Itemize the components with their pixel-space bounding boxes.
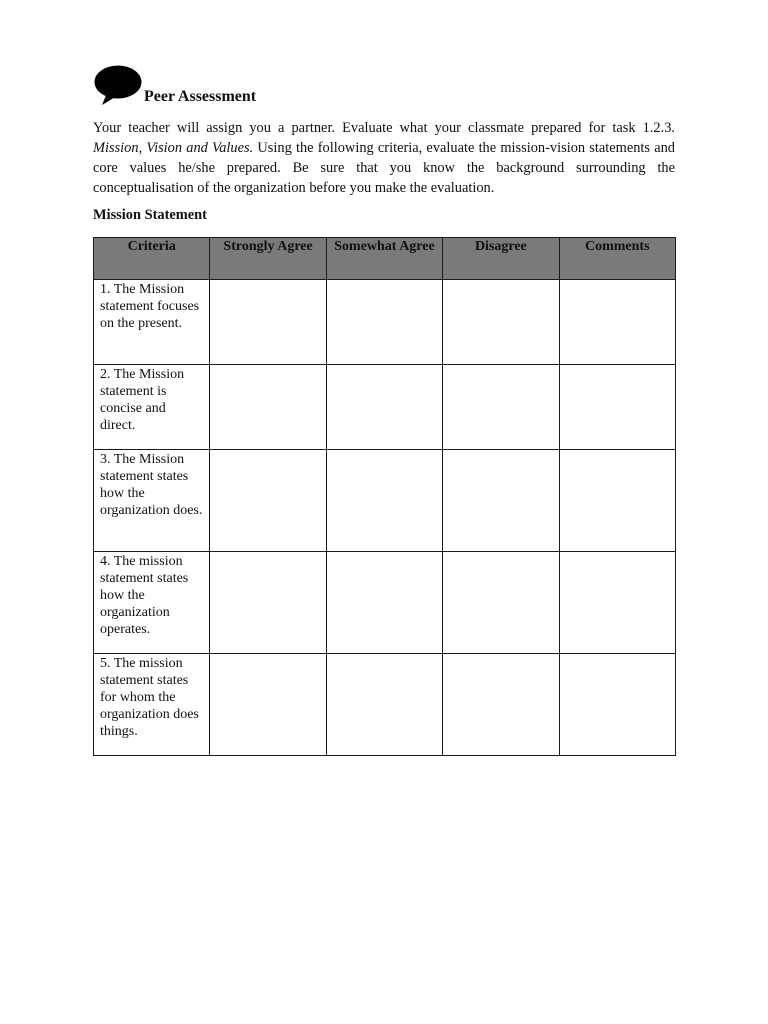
strongly-agree-cell[interactable] [210, 552, 326, 654]
somewhat-agree-cell[interactable] [326, 654, 442, 756]
evaluation-table [93, 237, 676, 756]
header-somewhat-agree: Somewhat Agree [326, 238, 442, 280]
disagree-cell[interactable] [443, 280, 559, 365]
strongly-agree-cell[interactable] [210, 280, 326, 365]
header-comments: Comments [559, 238, 675, 280]
criteria-cell: 4. The mission statement states how the organization operates. [94, 552, 210, 654]
criteria-cell: 3. The Mission statement states how the organization does. [94, 450, 210, 552]
heading-row [93, 64, 693, 108]
criteria-cell: 2. The Mission statement is concise and direct. [94, 365, 210, 450]
somewhat-agree-cell[interactable] [326, 450, 442, 552]
header-strongly-agree: Strongly Agree [210, 238, 326, 280]
comments-cell[interactable] [559, 654, 675, 756]
comments-cell[interactable] [559, 365, 675, 450]
disagree-cell[interactable] [443, 365, 559, 450]
somewhat-agree-cell[interactable] [326, 280, 442, 365]
comments-cell[interactable] [559, 552, 675, 654]
intro-text-part2: Using the following criteria, evaluate the mission-vision statements and core values he/she prepared. Be sure that you know the background surrounding the conceptualisation of the organization before you make the evaluation. [93, 140, 675, 196]
table-header-row [94, 238, 676, 280]
intro-text-part1: Your teacher will assign you a partner. Evaluate what your classmate prepared for task 1.2.3. [93, 120, 675, 136]
disagree-cell[interactable] [443, 654, 559, 756]
speech-bubble-icon [93, 64, 143, 108]
disagree-cell[interactable] [443, 552, 559, 654]
header-disagree: Disagree [443, 238, 559, 280]
strongly-agree-cell[interactable] [210, 654, 326, 756]
comments-cell[interactable] [559, 280, 675, 365]
comments-cell[interactable] [559, 450, 675, 552]
table-row [94, 552, 676, 654]
criteria-cell: 1. The Mission statement focuses on the present. [94, 280, 210, 365]
table-row [94, 654, 676, 756]
header-criteria: Criteria [94, 238, 210, 280]
intro-task-title: Mission, Vision and Values. [93, 140, 254, 156]
somewhat-agree-cell[interactable] [326, 552, 442, 654]
disagree-cell[interactable] [443, 450, 559, 552]
section-title: Mission Statement [93, 207, 207, 223]
intro-paragraph [93, 118, 675, 198]
somewhat-agree-cell[interactable] [326, 365, 442, 450]
table-row [94, 280, 676, 365]
strongly-agree-cell[interactable] [210, 450, 326, 552]
criteria-cell: 5. The mission statement states for whom the organization does things. [94, 654, 210, 756]
table-row [94, 450, 676, 552]
page-title: Peer Assessment [144, 88, 257, 105]
strongly-agree-cell[interactable] [210, 365, 326, 450]
table-row [94, 365, 676, 450]
